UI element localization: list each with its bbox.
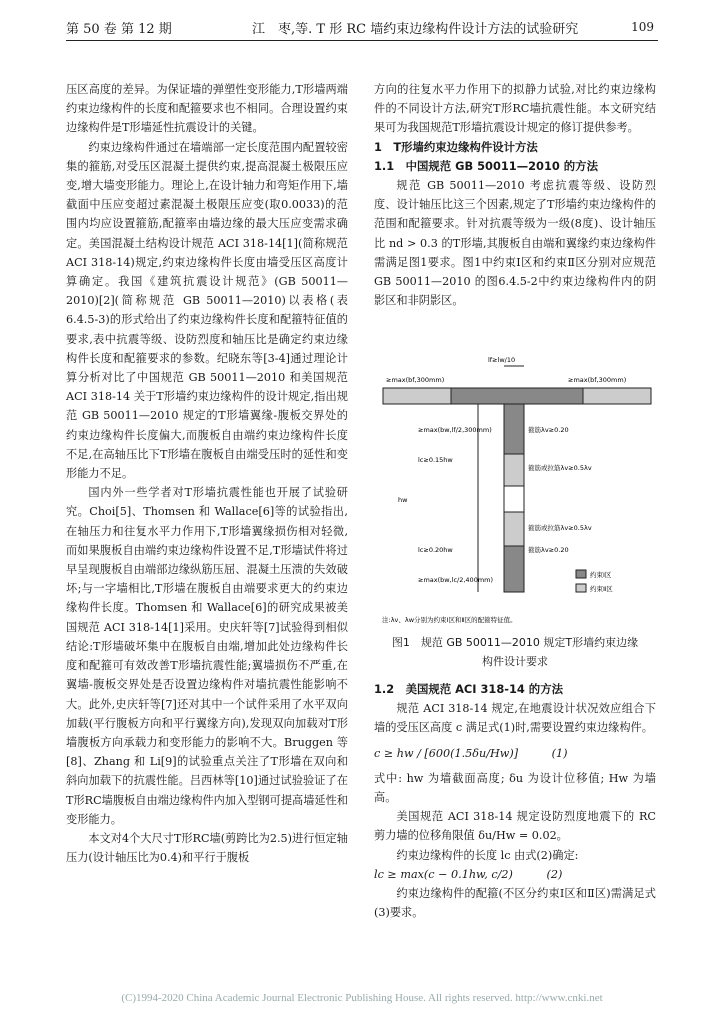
paragraph: 美国规范 ACI 318-14 规定设防烈度地震下的 RC 剪力墙的位移角限值 δu/Hw = 0.02。 <box>374 810 656 843</box>
figure-note: 注:λv、λw分别为约束Ⅰ区和Ⅱ区的配箍特征值。 <box>382 616 517 624</box>
paragraph: 式中: hw 为墙截面高度; δu 为设计位移值; Hw 为墙高。 <box>374 771 656 805</box>
left-column <box>66 80 348 867</box>
web-top-region-ii <box>504 454 524 486</box>
legend-swatch-i <box>576 570 586 578</box>
journal-issue: 第 50 卷 第 12 期 <box>66 22 172 37</box>
legend-swatch-ii <box>576 584 586 592</box>
right-column <box>374 80 656 310</box>
paragraph: 规范 GB 50011—2010 考虑抗震等级、设防烈度、设计轴压比这三个因素,规定了T形墙约束边缘构件的范围和配箍要求。针对抗震等级为一级(8度)、设计轴压比 nd > 0.3 的T形墙,其腹板自由端和翼缘约束边缘构件需满足图1要求。图1中约束Ⅰ区和约束Ⅱ区分别对应规范 GB 50011—2010 的图6.4.5-2中约束边缘构件内的阴影区和非阴影区。 <box>374 179 656 308</box>
web-bottom-region-ii <box>504 512 524 546</box>
label-dim-3: lc≥0.20hw <box>418 546 453 554</box>
figure-1-t-wall-diagram <box>378 352 656 638</box>
caption-line: 图1 规范 GB 50011—2010 规定T形墙约束边缘 <box>391 636 639 649</box>
label-stirrup-2: 箍筋或拉筋λv≥0.5λv <box>528 464 592 472</box>
page-number: 109 <box>631 20 654 34</box>
subsection-heading: 1.1 中国规范 GB 50011—2010 的方法 <box>374 158 598 173</box>
equation-1: c ≥ hw / [600(1.5δu/Hw)] (1) <box>374 746 568 760</box>
label-dim-1: ≥max(bw,lf/2,300mm) <box>418 426 492 434</box>
equation-2: lc ≥ max(c − 0.1hw, c/2) (2) <box>374 867 563 881</box>
flange-region-ii-right <box>583 388 651 404</box>
paragraph: 国内外一些学者对T形墙抗震性能也开展了试验研究。Choi[5]、Thomsen 和 Wallace[6]等的试验指出,在轴压力和往复水平力作用下,T形墙翼缘损伤相对轻微,而如果腹板自由端约束边缘构件设置不足,T形墙试件将过早呈现腹板自由端部边缘纵筋压屈、混凝土压溃的失效破坏;与一字墙相比,T形墙在腹板自由端要求更大的约束边缘构件长度。Thomsen 和 Wallace[6]的研究成果被美国规范 ACI 318-14[1]采用。史庆轩等[7]试验得到相似结论:T形墙破坏集中在腹板自由端,增加此处边缘构件长度和配箍可有效改善T形墙抗震性能;翼墙损伤不严重,在翼墙-腹板交界处是否设置边缘构件对墙抗震性能影响不大。此外,史庆轩等[7]还对其中一个试件采用了水平双向加载(平行腹板方向和平行翼缘方向),发现双向加载对T形墙腹板方向承载力和变形能力的影响不大。Bruggen 等[8]、Zhang 和 Li[9]的试验重点关注了T形墙在双向和斜向加载下的抗震性能。吕西林等[10]通过试验验证了在T形RC墙腹板自由端边缘构件内加入型钢可提高墙延性和变形能力。 <box>66 486 348 826</box>
legend-label-i: 约束Ⅰ区 <box>590 571 612 579</box>
label-stirrup-4: 箍筋λv≥0.20 <box>528 546 569 554</box>
label-stirrup-3: 箍筋或拉筋λv≥0.5λv <box>528 524 592 532</box>
web-bottom-region-i <box>504 546 524 592</box>
label-hw: hw <box>398 496 408 504</box>
label-dim-2: lc≥0.15hw <box>418 456 453 464</box>
paragraph: 约束边缘构件的长度 lc 由式(2)确定: <box>396 848 579 862</box>
flange-region-ii-left <box>383 388 451 404</box>
label-dim-4: ≥max(bw,lc/2,400mm) <box>418 576 494 584</box>
paragraph: 约束边缘构件的配箍(不区分约束Ⅰ区和Ⅱ区)需满足式(3)要求。 <box>374 887 656 920</box>
section-heading: 1 T形墙约束边缘构件设计方法 <box>374 139 538 154</box>
figure-1-caption <box>374 633 656 671</box>
subsection-heading: 1.2 美国规范 ACI 318-14 的方法 <box>374 682 563 696</box>
label-left-top: ≥max(bf,300mm) <box>386 376 445 384</box>
paragraph: 压区高度的差异。为保证墙的弹塑性变形能力,T形墙两端约束边缘构件的长度和配箍要求也不相同。合理设置约束边缘构件是T形墙延性抗震设计的关键。 <box>66 83 348 135</box>
paragraph: 约束边缘构件通过在墙端部一定长度范围内配置较密集的箍筋,对受压区混凝土提供约束,提高混凝土极限压应变,增大墙变形能力。理论上,在设计轴力和弯矩作用下,墙截面中压应变超过素混凝土极限压应变(取0.0033)的范围内均应设置箍筋,配箍率由墙边缘的最大压应变需求确定。美国混凝土结构设计规范 ACI 318-14[1](简称规范 ACI 318-14)规定,约束边缘构件长度由墙受压区高度计算确定。我国《建筑抗震设计规范》(GB 50011—2010)[2](简称规范 GB 50011—2010)以表格(表6.4.5-3)的形式给出了约束边缘构件长度和配箍特征值的要求,表中抗震等级、设防烈度和轴压比是确定约束边缘构件长度和配箍要求的参数。纪晓东等[3-4]通过理论计算分析对比了中国规范 GB 50011—2010 和美国规范 ACI 318-14 关于T形墙约束边缘构件的设计规定,指出规范 GB 50011—2010 规定的T形墙翼缘-腹板交界处的约束边缘构件长度偏大,而腹板自由端约束边缘构件长度不足,在高轴压比下T形墙在腹板自由端受压时的延性和变形能力不足。 <box>66 140 348 481</box>
running-title: 江 枣,等. T 形 RC 墙约束边缘构件设计方法的试验研究 <box>252 22 579 37</box>
web-top-region-i <box>504 404 524 454</box>
label-stirrup-1: 箍筋λv≥0.20 <box>528 426 569 434</box>
page-header <box>66 14 658 41</box>
paragraph: 规范 ACI 318-14 规定,在地震设计状况效应组合下墙的受压区高度 c 满足式(1)时,需要设置约束边缘构件。 <box>374 702 656 735</box>
legend-label-ii: 约束Ⅱ区 <box>590 585 613 593</box>
label-top: lf≥lw/10 <box>488 356 516 364</box>
right-column-lower <box>374 680 656 922</box>
copyright-footer: (C)1994-2020 China Academic Journal Electronic Publishing House. All rights reserved. http://www.cnki.net <box>121 992 603 1004</box>
caption-line: 构件设计要求 <box>482 655 548 668</box>
paragraph: 方向的往复水平力作用下的拟静力试验,对比约束边缘构件的不同设计方法,研究T形RC墙抗震性能。本文研究结果可为我国规范T形墙抗震设计规定的修订提供参考。 <box>374 83 656 135</box>
paragraph: 本文对4个大尺寸T形RC墙(剪跨比为2.5)进行恒定轴压力(设计轴压比为0.4)和平行于腹板 <box>66 831 348 865</box>
label-right-top: ≥max(bf,300mm) <box>568 376 627 384</box>
